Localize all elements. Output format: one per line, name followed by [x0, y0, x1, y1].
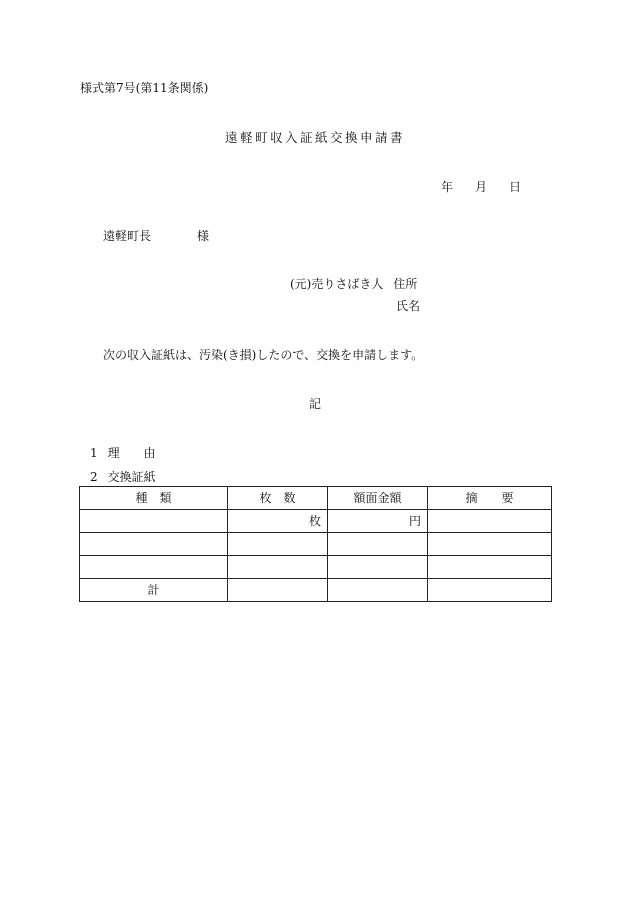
- header-count: 枚 数: [228, 487, 328, 510]
- table-row: [80, 533, 552, 556]
- applicant-address-line: [290, 278, 417, 290]
- table-cell: [80, 533, 228, 556]
- amount-unit: 円: [328, 510, 428, 533]
- table-total-row: [80, 579, 552, 602]
- addressee-honorific: 様: [197, 229, 210, 243]
- table-cell: [80, 556, 228, 579]
- table-cell: [428, 579, 552, 602]
- table-cell: [328, 533, 428, 556]
- item-label-part: 理: [107, 446, 120, 460]
- item-number: 1: [90, 446, 98, 460]
- document-title: 遠軽町収入証紙交換申請書: [224, 130, 405, 145]
- table-cell: [328, 579, 428, 602]
- address-label: 住所: [393, 277, 418, 291]
- count-unit: 枚: [228, 510, 328, 533]
- date-month-label: 月: [475, 180, 488, 194]
- item-exchange-stamps: [90, 471, 156, 483]
- item-reason: [90, 447, 156, 459]
- addressee: [103, 230, 209, 242]
- table-cell: [80, 510, 228, 533]
- body-text: 次の収入証紙は、汚染(き損)したので、交換を申請します。: [103, 348, 424, 362]
- form-number: 様式第7号(第11条関係): [80, 81, 209, 95]
- table-cell: [228, 533, 328, 556]
- date-year-label: 年: [441, 180, 454, 194]
- table-cell: [428, 510, 552, 533]
- header-type: 種 類: [80, 487, 228, 510]
- item-label: 交換証紙: [107, 470, 156, 484]
- table-cell: [228, 556, 328, 579]
- name-label: 氏名: [396, 299, 421, 313]
- applicant-role: (元)売りさばき人: [290, 277, 384, 291]
- table-row: [80, 510, 552, 533]
- date-line: [441, 181, 521, 193]
- header-remarks: 摘 要: [428, 487, 552, 510]
- date-day-label: 日: [509, 180, 522, 194]
- item-number: 2: [90, 470, 98, 484]
- header-face-value: 額面金額: [328, 487, 428, 510]
- table-cell: [328, 556, 428, 579]
- table-header-row: [80, 487, 552, 510]
- ki-heading: 記: [308, 397, 321, 411]
- table-cell: [428, 533, 552, 556]
- exchange-stamps-table: [79, 486, 552, 602]
- addressee-name: 遠軽町長: [103, 229, 152, 243]
- table-cell: [428, 556, 552, 579]
- total-label: 計: [80, 579, 228, 602]
- item-label-part: 由: [143, 446, 156, 460]
- table-cell: [228, 579, 328, 602]
- table-row: [80, 556, 552, 579]
